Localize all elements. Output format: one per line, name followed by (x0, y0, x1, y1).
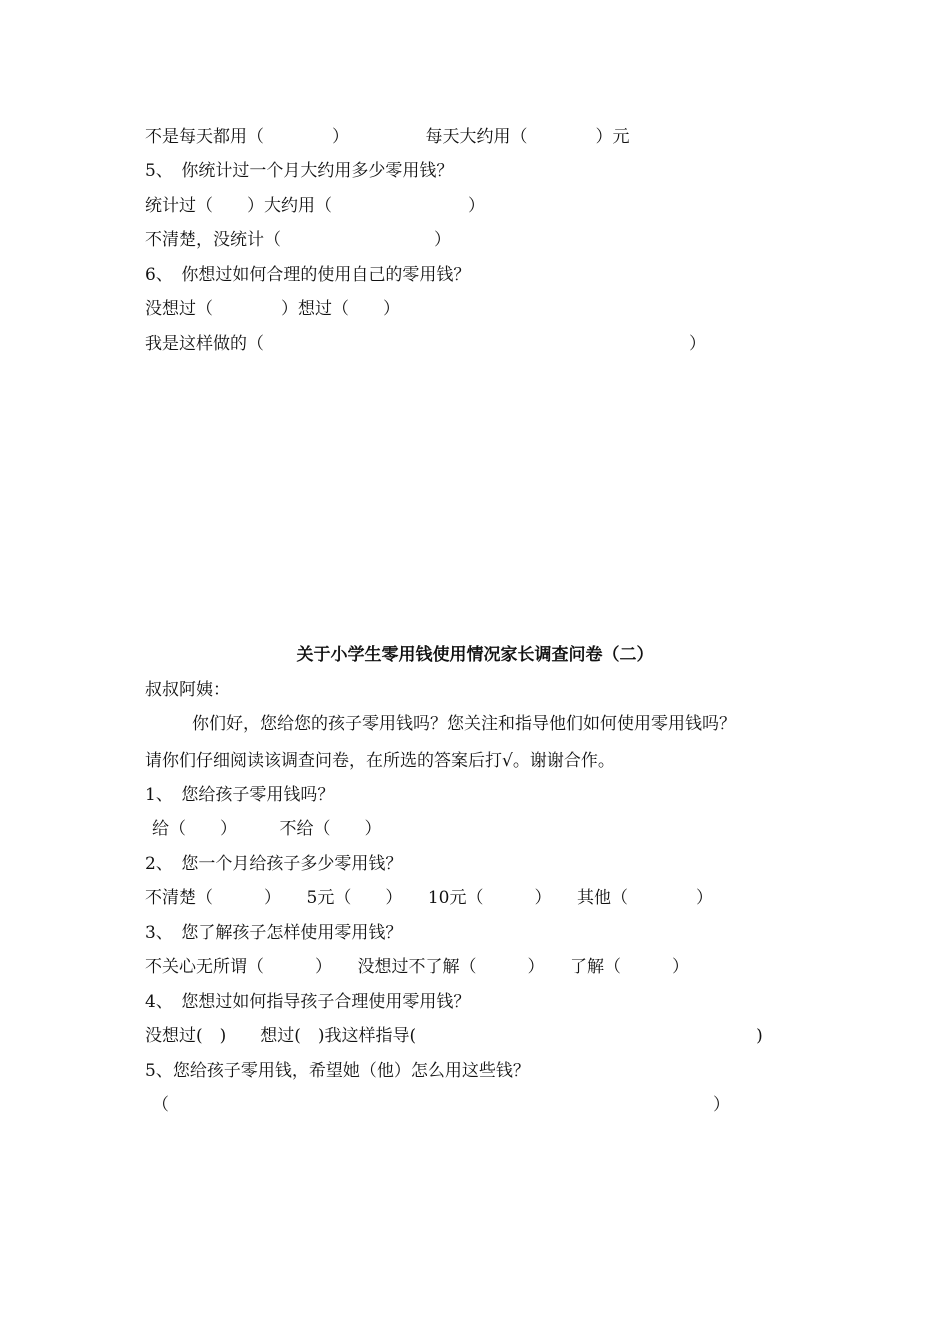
parent-question-1-options: 给（ ） 不给（ ） (152, 819, 382, 839)
survey-title: 关于小学生零用钱使用情况家长调查问卷（二） (296, 645, 654, 665)
parent-question-3-options: 不关心无所谓（ ） 没想过不了解（ ） 了解（ ） (145, 957, 689, 977)
parent-question-4-options: 没想过( ) 想过( )我这样指导( ) (145, 1026, 763, 1046)
parent-question-5-text: 5、您给孩子零用钱，希望她（他）怎么用这些钱？ (145, 1061, 530, 1081)
question-6-options: 没想过（ ）想过（ ） (145, 299, 400, 319)
question-6-text: 6、 你想过如何合理的使用自己的零用钱？ (145, 265, 471, 285)
question-6-how-i-do: 我是这样做的（ ） (145, 334, 706, 354)
parent-question-4-text: 4、 您想过如何指导孩子合理使用零用钱？ (145, 992, 471, 1012)
parent-question-2-options: 不清楚（ ） 5元（ ） 10元（ ） 其他（ ） (145, 888, 713, 908)
parent-question-2-text: 2、 您一个月给孩子多少零用钱？ (145, 854, 403, 874)
question-5-option-counted: 统计过（ ）大约用（ ） (145, 196, 485, 216)
question-5-text: 5、 你统计过一个月大约用多少零用钱？ (145, 161, 454, 181)
parent-question-5-answer: （ ） (152, 1095, 730, 1115)
question-5-option-unclear: 不清楚，没统计（ ） (145, 230, 451, 250)
parent-question-1-text: 1、 您给孩子零用钱吗？ (145, 785, 335, 805)
greeting: 叔叔阿姨： (145, 680, 230, 700)
parent-question-3-text: 3、 您了解孩子怎样使用零用钱？ (145, 923, 403, 943)
intro-paragraph-line-2: 请你们仔细阅读该调查问卷，在所选的答案后打√。谢谢合作。 (145, 751, 615, 771)
daily-use-line: 不是每天都用（ ） 每天大约用（ ）元 (145, 127, 630, 147)
intro-paragraph-line-1: 你们好，您给您的孩子零用钱吗？您关注和指导他们如何使用零用钱吗？ (192, 714, 736, 734)
